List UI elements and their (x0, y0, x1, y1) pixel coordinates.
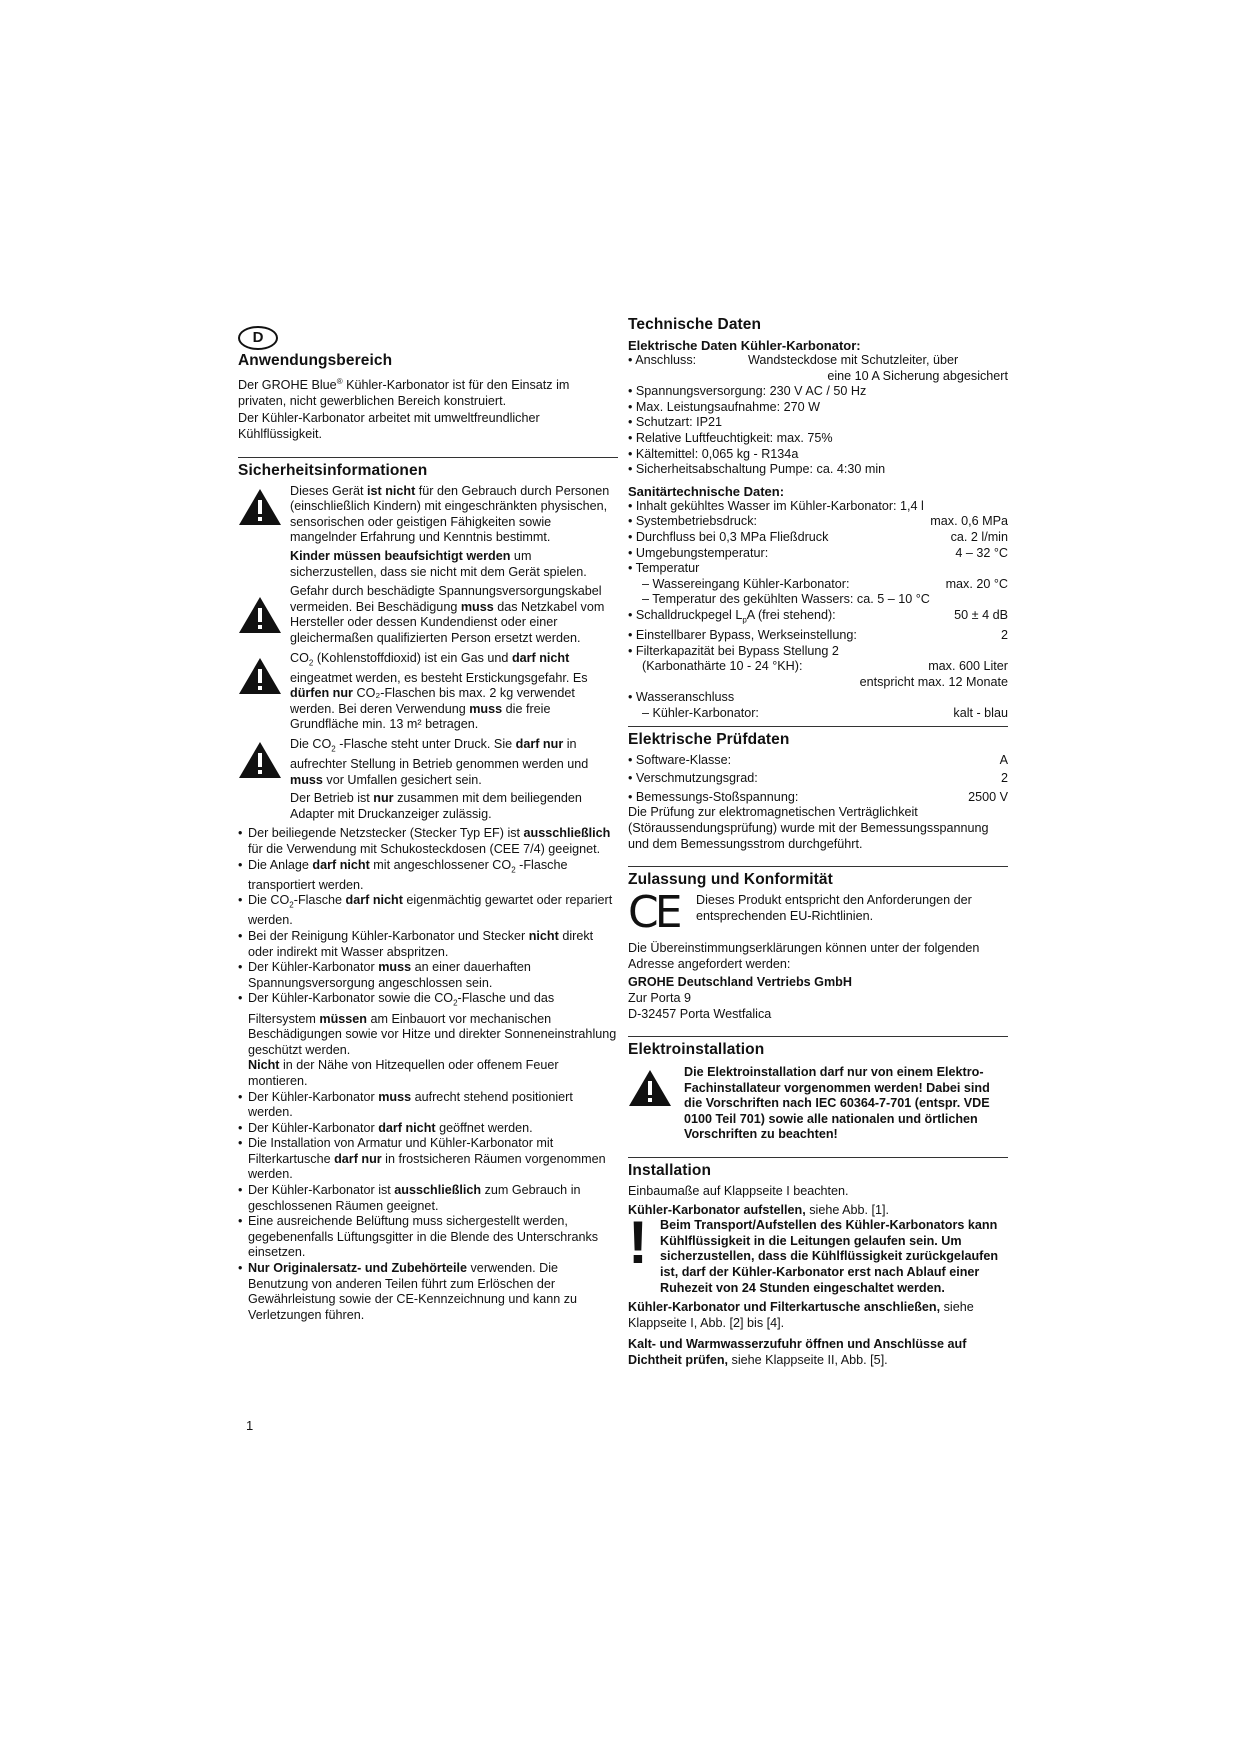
address-company: GROHE Deutschland Vertriebs GmbH (628, 975, 852, 990)
installation-p1: Einbaumaße auf Klappseite I beachten. (628, 1184, 849, 1199)
spec-filter-monate: entspricht max. 12 Monate (859, 674, 1008, 689)
installation-warning-text: Beim Transport/Aufstellen des Kühler-Karbonators kann Kühlflüssigkeit in die Leitungen gelaufen sein. Um sicherzustellen, dass die Kühlflüssigkeit zurückgelaufen ist, darf der Kühler-Karbonator erst nach Ablauf einer Ruhezeit von 24 Stunden eingeschaltet werden. (660, 1218, 999, 1295)
warning-text-1b: Kinder müssen beaufsichtigt werden um sicherzustellen, dass sie nicht mit dem Gerät spielen. (290, 548, 587, 579)
spec-temp-eingang: – Wassereingang Kühler-Karbonator: max. 20 °C (642, 576, 1008, 591)
warning-block-2 (238, 584, 618, 646)
safety-bullet: • Die $CO_2$-Flasche darf nicht eigenmächtig gewartet oder repariert werden. (238, 893, 613, 928)
spec-anschluss: • Anschluss: Wandsteckdose mit Schutzleiter, über (628, 353, 959, 367)
elektroinstallation-heading: Elektroinstallation (628, 1041, 765, 1059)
spec-software: • Software-Klasse: A (628, 752, 1008, 767)
technische-daten-heading: Technische Daten (628, 316, 762, 333)
divider (238, 457, 618, 458)
safety-bullet: • Eine ausreichende Belüftung muss sichergestellt werden, gegebenenfalls Lüftungsgitter in die Blende des Unterschranks einsetzen. (238, 1214, 599, 1260)
elektrische-daten-subheading: Elektrische Daten Kühler-Karbonator: (628, 338, 861, 353)
warning-text-1: Dieses Gerät ist nicht für den Gebrauch durch Personen (einschließlich Kindern) mit eingeschränkten physischen, sensorischen oder geistigen Fähigkeiten sowie mangelnder Erfahrung und Kenntnis bestimmt. (290, 483, 610, 545)
sicherheitsinformationen-heading: Sicherheitsinformationen (238, 461, 428, 479)
safety-bullet: • Der Kühler-Karbonator ist ausschließlich zum Gebrauch in geschlossenen Räumen geeignet. (238, 1183, 581, 1213)
ce-text: Dieses Produkt entspricht den Anforderungen der entsprechenden EU-Richtlinien. (696, 893, 972, 923)
safety-bullet: • Der Kühler-Karbonator muss an einer dauerhaften Spannungsversorgung angeschlossen sein. (238, 960, 531, 990)
address-city: D-32457 Porta Westfalica (628, 1006, 772, 1021)
spec-spannung: • Spannungsversorgung: 230 V AC / 50 Hz (628, 384, 867, 399)
warning-block-3 (238, 651, 618, 733)
warning-triangle-icon (238, 651, 290, 695)
warning-triangle-icon (238, 737, 290, 779)
elektro-warning (628, 1065, 1008, 1143)
warning-text-4b: Der Betrieb ist nur zusammen mit dem beiliegenden Adapter mit Druckanzeiger zulässig. (290, 791, 582, 821)
safety-bullet: • Der Kühler-Karbonator muss aufrecht stehend positioniert werden. (238, 1089, 573, 1120)
pruefdaten-heading: Elektrische Prüfdaten (628, 730, 790, 748)
warning-text-3: $CO_2$ (Kohlenstoffdioxid) ist ein Gas und darf nicht eingeatmet werden, es besteht Erstickungsgefahr. Es dürfen nur CO₂-Flaschen bis max. 2 kg verwendet werden. Bei deren Verwendung muss die freie Grundfläche min. 13 m² betragen. (290, 650, 588, 732)
language-badge: D (238, 326, 278, 350)
pruefung-paragraph: Die Prüfung zur elektromagnetischen Verträglichkeit (Störaussendungsprüfung) wurde mit der Bemessungsspannung und dem Bemessungsstrom durchgeführt. (628, 805, 989, 851)
warning-text-2: Gefahr durch beschädigte Spannungsversorgungskabel vermeiden. Bei Beschädigung muss das Netzkabel vom Hersteller oder dessen Kundendienst oder einer gleichermaßen qualifizierten Person ersetzt werden. (290, 584, 605, 645)
safety-bullet: • Die Anlage darf nicht mit angeschlossener $CO_2$ -Flasche transportiert werden. (238, 857, 568, 892)
divider (628, 726, 1008, 727)
spec-feuchte: • Relative Luftfeuchtigkeit: max. 75% (628, 430, 833, 445)
ce-block (628, 887, 1008, 939)
safety-bullet: • Der Kühler-Karbonator sowie die $CO_2$-Flasche und das Filtersystem müssen am Einbauort vor mechanischen Beschädigungen sowie vor Hitze und direkter Sonneneinstrahlung geschützt werden. Nicht in der Nähe von Hitzequellen oder offenem Feuer montieren. (238, 991, 617, 1088)
spec-temperatur: • Temperatur (628, 561, 700, 576)
sanitaer-subheading: Sanitärtechnische Daten: (628, 483, 785, 499)
right-column (628, 316, 1008, 1369)
left-column (238, 316, 618, 1323)
safety-bullet: • Die Installation von Armatur und Kühler-Karbonator mit Filterkartusche darf nur in frostsicheren Räumen vorgenommen werden. (238, 1136, 606, 1182)
divider (628, 1036, 1008, 1037)
spec-kaelte: • Kältemittel: 0,065 kg - R134a (628, 446, 799, 461)
spec-temp-gekuehlt: – Temperatur des gekühlten Wassers: ca. 5 – 10 °C (642, 592, 930, 607)
safety-bullet: • Nur Originalersatz- und Zubehörteile verwenden. Die Benutzung von anderen Teilen führt zum Erlöschen der Gewährleistung sowie der CE-Kennzeichnung und kann zu Verletzungen führen. (238, 1261, 578, 1322)
safety-bullet: • Der Kühler-Karbonator darf nicht geöffnet werden. (238, 1120, 533, 1135)
page-number: 1 (246, 1418, 254, 1433)
anwendungsbereich-paragraph-1: Der GROHE Blue® Kühler-Karbonator ist für den Einsatz im privaten, nicht gewerblichen Bereich konstruiert. (238, 377, 570, 408)
zulassung-heading: Zulassung und Konformität (628, 871, 833, 889)
warning-triangle-icon (238, 584, 290, 634)
elektro-warning-text: Die Elektroinstallation darf nur von einem Elektro-Fachinstallateur vorgenommen werden! Dabei sind die Vorschriften nach IEC 60364-7-701 (entspr. VDE 0100 Teil 701) sowie alle nationalen und örtlichen Vorschriften zu beachten! (684, 1065, 990, 1142)
installation-p2: Kühler-Karbonator aufstellen, siehe Abb. [1]. (628, 1202, 890, 1217)
spec-inhalt: • Inhalt gekühltes Wasser im Kühler-Karbonator: 1,4 l (628, 498, 924, 513)
warning-text-4: Die $CO_2$ -Flasche steht unter Druck. Sie darf nur in aufrechter Stellung in Betrieb genommen werden und muss vor Umfallen gesichert sein. (290, 736, 589, 787)
divider (628, 1157, 1008, 1158)
address-street: Zur Porta 9 (628, 990, 691, 1005)
spec-umgebung: • Umgebungstemperatur: 4 – 32 °C (628, 545, 1008, 560)
spec-wasser: • Wasseranschluss (628, 690, 735, 705)
safety-bullet: • Der beiliegende Netzstecker (Stecker Typ EF) ist ausschließlich für die Verwendung mit Schukosteckdosen (CEE 7/4) geeignet. (238, 826, 611, 857)
ce-mark-icon: CE (628, 887, 679, 939)
installation-p4: Kalt- und Warmwasserzufuhr öffnen und Anschlüsse auf Dichtheit prüfen, siehe Klappseite II, Abb. [5]. (628, 1337, 967, 1368)
spec-filter-kh: (Karbonathärte 10 - 24 °KH): max. 600 Liter (642, 659, 1008, 674)
warning-triangle-icon (238, 484, 290, 526)
warning-block-1 (238, 484, 618, 581)
spec-durchfluss: • Durchfluss bei 0,3 MPa Fließdruck ca. 2 l/min (628, 529, 1008, 544)
installation-heading: Installation (628, 1162, 712, 1180)
uebereinstimmung-paragraph: Die Übereinstimmungserklärungen können unter der folgenden Adresse angefordert werden: (628, 941, 980, 971)
spec-bypass: • Einstellbarer Bypass, Werkseinstellung: 2 (628, 628, 1008, 643)
spec-druck: • Systembetriebsdruck: max. 0,6 MPa (628, 514, 1008, 529)
installation-p3: Kühler-Karbonator und Filterkartusche anschließen, siehe Klappseite I, Abb. [2] bis [4]. (628, 1300, 974, 1330)
warning-triangle-icon (628, 1065, 684, 1107)
spec-wasser-kuehler: – Kühler-Karbonator: kalt - blau (642, 705, 1008, 720)
spec-filter: • Filterkapazität bei Bypass Stellung 2 (628, 643, 839, 658)
spec-leistung: • Max. Leistungsaufnahme: 270 W (628, 399, 821, 414)
spec-sicherheit: • Sicherheitsabschaltung Pumpe: ca. 4:30 min (628, 462, 886, 477)
safety-bullet: • Bei der Reinigung Kühler-Karbonator und Stecker nicht direkt oder indirekt mit Wasser abspritzen. (238, 929, 594, 959)
anwendungsbereich-heading: Anwendungsbereich (238, 352, 393, 369)
divider (628, 866, 1008, 867)
spec-schutzart: • Schutzart: IP21 (628, 415, 723, 430)
spec-bemessung: • Bemessungs-Stoßspannung: 2500 V (628, 789, 1008, 804)
spec-verschmutzung: • Verschmutzungsgrad: 2 (628, 771, 1008, 786)
spec-anschluss-cont: eine 10 A Sicherung abgesichert (827, 368, 1008, 383)
spec-schall: • Schalldruckpegel $L_pA$ (frei stehend): 50 ± 4 dB (628, 607, 1008, 625)
warning-block-4 (238, 737, 618, 822)
exclamation-icon: ! (628, 1209, 648, 1277)
anwendungsbereich-paragraph-2: Der Kühler-Karbonator arbeitet mit umweltfreundlicher Kühlflüssigkeit. (238, 411, 540, 441)
